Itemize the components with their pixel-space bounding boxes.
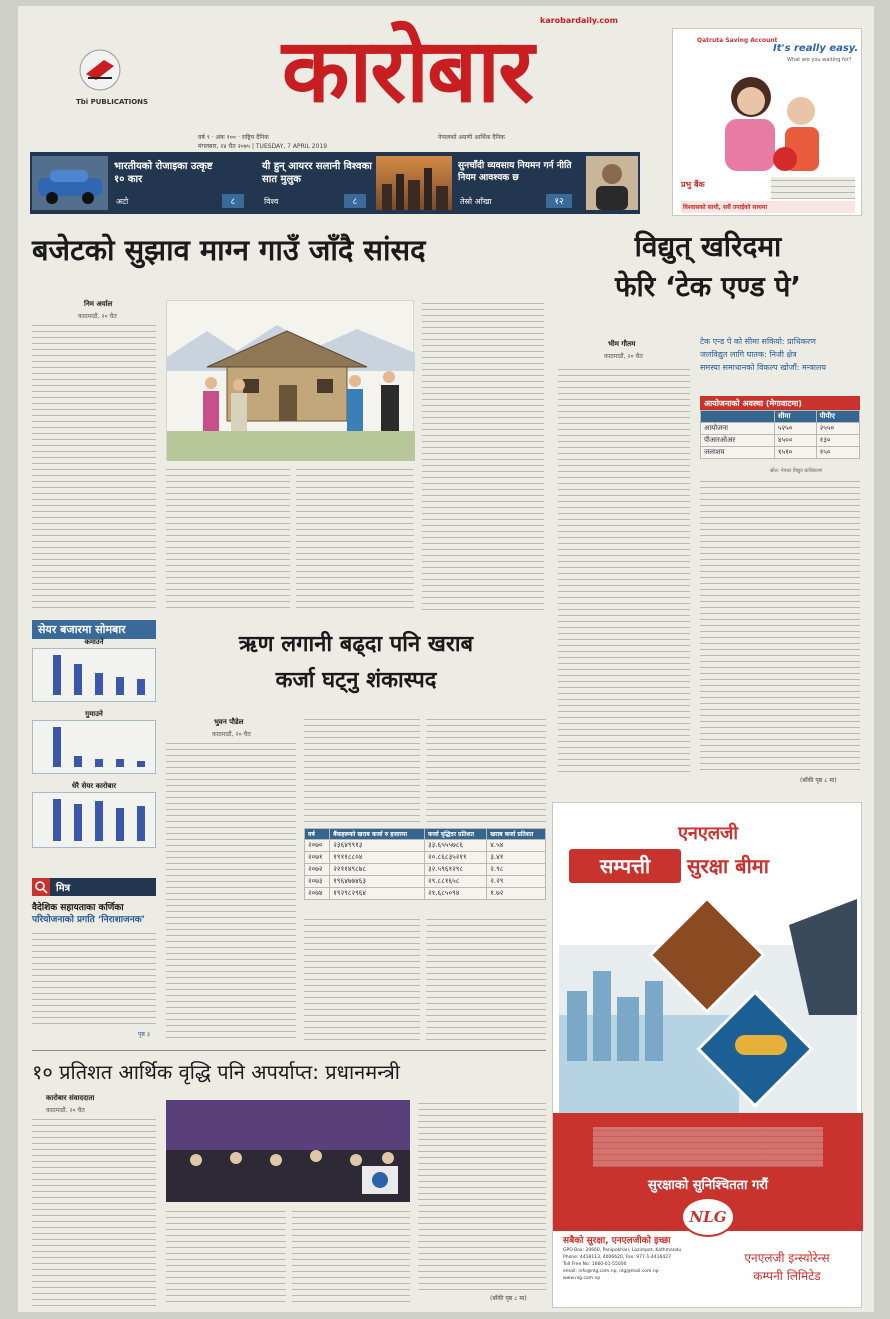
chart-bar [53,655,61,695]
loan-body-col4 [304,916,420,1040]
loan-body-col2 [304,716,420,824]
insurance-ad[interactable] [552,802,862,1308]
masthead-tagline: नेपालको अग्रणी आर्थिक दैनिक [438,134,505,141]
side-dateline: काठमाडौं, २० चैत [604,353,643,360]
chart-bar [53,727,61,767]
mitra-heading: मित्र [56,883,71,894]
project-table-title: आयोजनाको अवस्था (मेगावाटमा) [700,396,860,411]
loan-table-header: खराब कर्जा प्रतिशत [487,829,546,840]
project-table-source: स्रोत: नेपाल विद्युत प्राधिकरण [770,468,823,474]
chart-volume-plot [47,799,151,841]
table-row [305,888,546,900]
side-headline-line1[interactable]: विद्युत् खरिदमा [634,230,782,263]
lead-dateline: काठमाडौं, २० चैत [78,313,117,320]
publication-date: मंगलबार, २४ चैत २०७५ | TUESDAY, 7 APRIL 2019 [198,143,328,150]
teaser-2-section: विश्व [264,197,279,206]
table-cell: ३.४१ [487,852,546,864]
insurance-message-body [593,1127,823,1167]
table-cell: १५१० [774,447,816,459]
teaser-1-section: अटो [116,197,129,206]
loan-table-header: कर्जा वृद्धिदर प्रतिशत [425,829,487,840]
bank-ad[interactable] [672,28,862,216]
chart-bar [95,801,103,841]
loan-table [304,828,546,900]
teaser-person-photo [586,156,638,210]
chart3-label: धेरै सेयर कारोबार [71,782,117,790]
teaser-3-text[interactable]: सुनचाँदी व्यवसाय नियमन गर्न नीति नियम आवश्यक छ [458,161,572,183]
insurance-product: सम्पत्ती [569,849,681,883]
side-bullet-3: समस्या समाधानको विकल्प खोजौं: मन्त्रालय [700,363,826,372]
side-bullet-1: टेक एन्ड पे को सीमा सकियो: प्राधिकरण [700,337,816,346]
table-cell: २०७४ [305,888,330,900]
teaser-2-text[interactable]: यी हुन् आयरर सलानी विश्वका सात मुलुक [262,161,372,185]
bank-ad-address [771,177,855,199]
table-cell: २०.८६८३५२११ [425,852,487,864]
property-collage-icon [559,895,857,1113]
bottom-photo [166,1100,410,1202]
chart-bar [74,756,82,767]
search-icon [32,878,50,896]
teaser-2-page: ८ [344,194,366,208]
loan-body-col5 [426,916,546,1040]
mitra-body [32,930,156,1028]
table-cell: २०७० [305,840,330,852]
insurance-contact-line: Toll Free No: 1660-01-55000 [563,1262,627,1267]
chart-bar [116,759,124,767]
chart-bar [74,804,82,841]
side-body-col1 [558,366,690,776]
insurance-contact-line: email: info@nlg.com.np, nlg@mail.com.np [563,1269,659,1274]
project-table [700,410,860,459]
table-cell: ४५०० [774,435,816,447]
chart-bar [95,759,103,767]
table-cell: पीआरओअर [701,435,775,447]
table-cell: १९६४७७४६३ [330,876,425,888]
bank-ad-bank: प्रभु बैंक [681,180,705,189]
chart-bar [95,673,103,695]
village-cartoon-icon [167,301,415,461]
bank-ad-brand: Qatruta Saving Account [697,37,778,44]
side-bullets [700,336,860,373]
table-cell: २०७३ [305,876,330,888]
teaser-city-image [376,156,452,210]
table-cell: २०७१ [305,852,330,864]
bottom-divider [32,1050,546,1051]
car-icon [32,156,108,210]
bank-ad-sub: What are you waiting for? [787,57,852,63]
side-continued[interactable]: (बाँकी पृष्ठ ८ मा) [800,777,837,784]
loan-byline: भुवन पौडेल [214,718,244,726]
insurance-red-panel [553,1113,863,1231]
mitra-title-line2[interactable]: परियोजनाको प्रगति ‘निराशाजनक’ [32,915,146,925]
share-market-heading: सेयर बजारमा सोमबार [32,620,156,639]
loan-headline-line2[interactable]: कर्जा घट्नु शंकास्पद [275,668,437,693]
table-cell: १३० [816,435,859,447]
table-cell: ३३.६५५५७८६ [425,840,487,852]
insurance-contact-line: GPO Box: 20660, Panipokhari, Lazimpat, Kathmandu [563,1248,682,1253]
event-photo-icon [166,1100,410,1202]
side-body-col2 [700,478,860,774]
bottom-body-col1 [32,1116,156,1306]
chart-bar [137,806,145,841]
mitra-heading-bar [32,878,156,896]
bottom-byline: कारोबार संवाददाता [46,1094,95,1102]
table-cell: ४.५४ [487,840,546,852]
bank-ad-image [689,67,849,171]
table-cell: २२११४९८७८ [330,864,425,876]
teaser-1-text[interactable]: भारतीयको रोजाइका उत्कृष्ट १० कार [114,161,213,185]
table-cell: २०७२ [305,864,330,876]
bank-ad-footer: विश्वासको साथी, सधैं तपाईंको साथमा [681,201,855,213]
mitra-continued[interactable]: पृष्ठ ३ [138,1031,150,1038]
insurance-logo [681,1197,735,1237]
bottom-dateline: काठमाडौं, २० चैत [46,1107,85,1114]
insurance-slogan: सबैको सुरक्षा, एनएलजीको इच्छा [563,1236,671,1246]
table-cell: २.९८ [487,864,546,876]
mother-child-icon [689,67,849,171]
lead-headline[interactable]: बजेटको सुझाव माग्न गाउँ जाँदै सांसद [32,233,426,267]
insurance-contact-line: Phone: 4418113, 4006620, Fax: 977-1-4416427 [563,1255,671,1260]
bottom-body-col2 [166,1208,286,1306]
teaser-3-section: तेस्रो आँखा [460,197,492,206]
website-label: karobardaily.com [540,16,618,25]
chart-losers-plot [47,727,151,767]
bottom-body-col3 [292,1208,410,1306]
teaser-1-page: ८ [222,194,244,208]
table-cell: ३२.५९६१२९८ [425,864,487,876]
teaser-strip [30,152,640,214]
chart-bar [116,677,124,695]
project-table-header: पीपीए [816,411,859,423]
bank-ad-slogan: It's really easy. [773,43,859,54]
bottom-continued[interactable]: (बाँकी पृष्ठ ८ मा) [490,1295,527,1302]
insurance-company-line2: कम्पनी लिमिटेड [753,1269,821,1283]
chart-bar [116,808,124,841]
insurance-company-line1: एनएलजी इन्स्योरेन्स [744,1251,830,1265]
chart-bar [74,664,82,695]
project-table-header: सीमा [774,411,816,423]
table-cell: ५२५० [774,423,816,435]
insurance-logo-text: NLG [689,1208,727,1226]
loan-table-header: बैंकहरूको खराब कर्जा रु हजारमा [330,829,425,840]
chart-gainers [32,648,156,702]
lead-body-col3 [296,466,414,610]
table-row [305,864,546,876]
newspaper-page [18,6,874,1312]
table-cell: २५५० [816,423,859,435]
publisher-label: Tbi PUBLICATIONS [76,98,149,106]
lead-body-col1 [32,322,156,610]
chart-bar [137,679,145,695]
chart-bar [53,799,61,841]
table-row [701,447,860,459]
lead-body-col2 [166,466,290,610]
lead-body-col4 [422,300,544,610]
insurance-contact-line: www.nlg.com.np [563,1276,601,1281]
publisher-logo [74,48,128,94]
loan-headline-line1[interactable]: ऋण लगानी बढ्दा पनि खराब [238,632,474,657]
loan-dateline: काठमाडौं, २० चैत [212,731,251,738]
table-row [701,435,860,447]
table-row [701,423,860,435]
table-cell: २९.८८१६५८ [425,876,487,888]
side-byline: भीम गौतम [608,340,636,348]
chart1-label: कमाउने [84,638,104,646]
masthead-title: कारोबार [281,18,533,122]
table-row [305,852,546,864]
table-cell: १.७२ [487,888,546,900]
tbi-logo-icon [74,48,128,94]
side-bullet-2: जलविद्युत लागि घातक: निजी क्षेत्र [700,350,797,359]
mitra-search-icon [32,878,50,896]
lead-byline: निम अर्याल [84,300,113,308]
insurance-message: सुरक्षाको सुनिश्चितता गरौं [648,1178,768,1193]
chart-losers [32,720,156,774]
mitra-title-line1[interactable]: वैदेशिक सहायताका कर्णिका [32,903,124,913]
chart-bar [137,761,145,767]
side-headline-line2[interactable]: फेरि ‘टेक एण्ड पे’ [614,270,802,303]
table-cell: १५० [816,447,859,459]
loan-body-col1 [166,740,296,1040]
city-skyline-icon [376,156,452,210]
table-row [305,876,546,888]
insurance-company-short: एनएलजी [677,823,739,844]
table-cell: २१.६८५०९४ [425,888,487,900]
bottom-headline[interactable]: १० प्रतिशत आर्थिक वृद्धि पनि अपर्याप्त: प्रधानमन्त्री [32,1060,400,1084]
chart-gainers-plot [47,655,151,695]
table-cell: जलाशय [701,447,775,459]
person-icon [586,156,638,210]
table-cell: आयोजना [701,423,775,435]
bottom-body-col4 [418,1100,546,1290]
chart2-label: गुमाउने [85,710,103,718]
table-cell: २.२९ [487,876,546,888]
insurance-product-suffix: सुरक्षा बीमा [687,854,769,878]
table-row [305,840,546,852]
loan-table-header: वर्ष [305,829,330,840]
loan-body-col3 [426,716,546,824]
table-cell: २३६४९९१३ [330,840,425,852]
teaser-3-page: १२ [546,194,572,208]
insurance-visual [559,895,857,1113]
project-table-header [701,411,775,423]
teaser-car-image [32,156,108,210]
lead-cartoon [166,300,414,460]
insurance-contact [563,1247,713,1282]
table-cell: १९२९८२९६४ [330,888,425,900]
table-cell: १९११८८०४ [330,852,425,864]
chart-volume [32,792,156,848]
edition-line: वर्ष ९ · अंक १०० · राष्ट्रिय दैनिक [198,134,269,141]
